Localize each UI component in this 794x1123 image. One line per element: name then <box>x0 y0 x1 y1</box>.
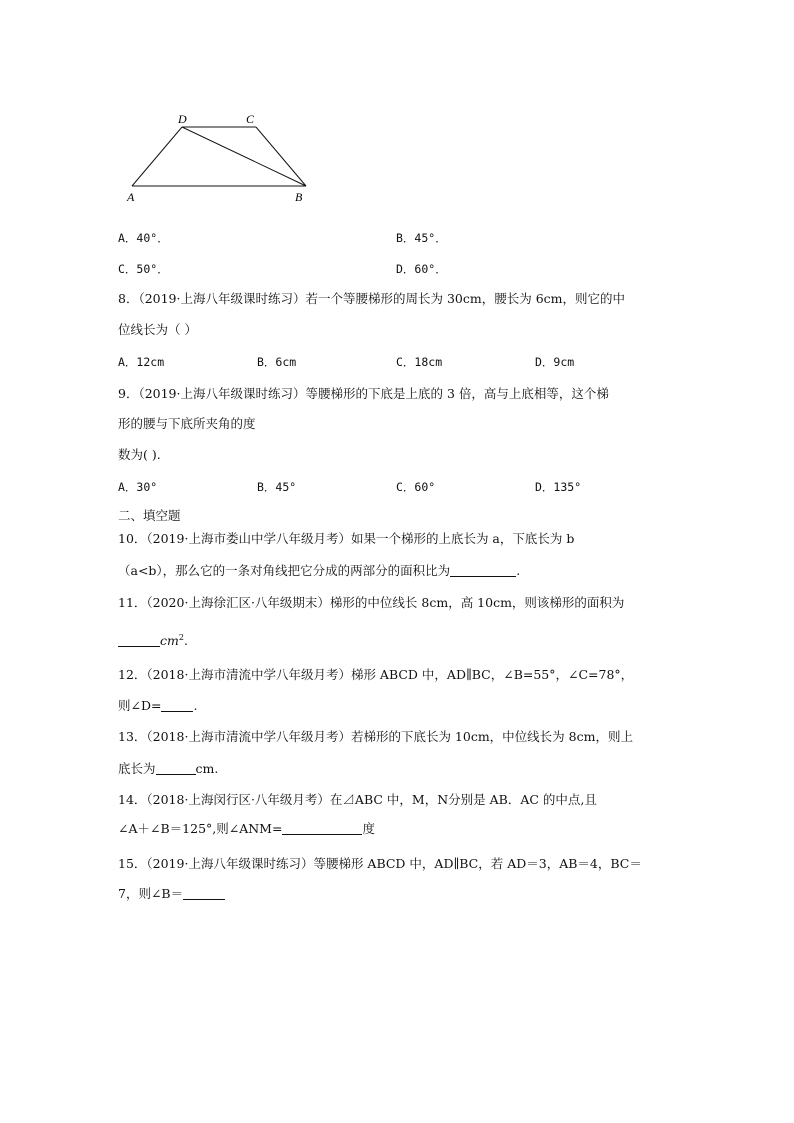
label-d: D <box>178 112 187 126</box>
q9-line-3: 数为( ). <box>118 447 161 462</box>
q8-line-2: 位线长为（ ） <box>118 322 197 337</box>
label-b: B <box>295 190 303 204</box>
q9-line-1: 9．（2019·上海八年级课时练习）等腰梯形的下底是上底的 3 倍，高与上底相等，这个梯 <box>118 386 609 401</box>
q8-line-1: 8．（2019·上海八年级课时练习）若一个等腰梯形的周长为 30cm，腰长为 6cm，则它的中 <box>118 291 626 306</box>
q8-option-d: D．9cm <box>535 355 575 369</box>
q7-option-b: B．45°． <box>396 231 447 245</box>
q15-text: 7，则∠B＝ <box>118 886 184 901</box>
q13-line-1: 13．（2018·上海市清流中学八年级月考）若梯形的下底长为 10cm，中位线长为 8cm，则上 <box>118 729 633 744</box>
q13-answer-blank[interactable] <box>156 762 196 775</box>
q12-end: . <box>193 698 198 713</box>
q9-option-d: D．135° <box>535 480 582 494</box>
section-heading: 二、填空题 <box>118 508 181 523</box>
q12-text: 则∠D= <box>118 698 162 713</box>
q9-option-c: C．60° <box>396 480 436 494</box>
trapezoid-figure <box>120 108 320 208</box>
q11-unit: cm <box>160 633 179 649</box>
q12-line-2 <box>118 698 197 714</box>
q15-answer-blank[interactable] <box>183 887 225 900</box>
q12-line-1: 12．（2018·上海市清流中学八年级月考）梯形 ABCD 中，AD∥BC，∠B=55°，∠C=78°， <box>118 667 634 682</box>
q12-answer-blank[interactable] <box>161 699 193 712</box>
q10-text: （a<b），那么它的一条对角线把它分成的两部分的面积比为 <box>118 563 451 578</box>
q13-text: 底长为 <box>118 761 156 776</box>
q7-option-d: D．60°． <box>396 262 447 276</box>
q14-line-1: 14．（2018·上海闵行区·八年级月考）在⊿ABC 中，M，N分别是 AB．AC 的中点,且 <box>118 792 597 807</box>
edge-ad <box>132 127 182 186</box>
q8-option-b: B．6cm <box>257 355 297 369</box>
q9-option-b: B．45° <box>257 480 297 494</box>
q11-answer-blank[interactable] <box>118 634 160 647</box>
q13-line-2 <box>118 761 218 777</box>
q7-option-a: A．40°． <box>118 231 169 245</box>
diagonal-db <box>182 127 306 186</box>
q9-option-a: A．30° <box>118 480 158 494</box>
q10-line-2 <box>118 563 520 579</box>
q14-end: 度 <box>362 821 375 836</box>
q11-line-2 <box>118 630 188 649</box>
label-c: C <box>246 112 255 126</box>
q10-line-1: 10．（2019·上海市娄山中学八年级月考）如果一个梯形的上底长为 a，下底长为 b <box>118 531 575 546</box>
q11-end: . <box>183 633 188 649</box>
label-a: A <box>127 190 135 204</box>
q7-option-c: C．50°． <box>118 262 169 276</box>
q14-text: ∠A＋∠B＝125°,则∠ANM= <box>118 821 283 836</box>
edge-cb <box>256 127 306 186</box>
q14-answer-blank[interactable] <box>282 822 362 835</box>
q15-line-2 <box>118 886 225 902</box>
q10-end: . <box>516 563 521 578</box>
q11-line-1: 11．（2020·上海徐汇区·八年级期末）梯形的中位线长 8cm，高 10cm，则该梯形的面积为 <box>118 595 625 610</box>
q9-line-2: 形的腰与下底所夹角的度 <box>118 416 256 431</box>
q11-exponent: 2 <box>178 633 184 642</box>
q13-end: cm. <box>195 761 219 776</box>
q15-line-1: 15．（2019·上海八年级课时练习）等腰梯形 ABCD 中，AD∥BC，若 AD＝3，AB＝4，BC＝ <box>118 856 642 871</box>
q10-answer-blank[interactable] <box>450 564 516 577</box>
q8-option-a: A．12cm <box>118 355 165 369</box>
q14-line-2 <box>118 821 375 837</box>
q8-option-c: C．18cm <box>396 355 443 369</box>
